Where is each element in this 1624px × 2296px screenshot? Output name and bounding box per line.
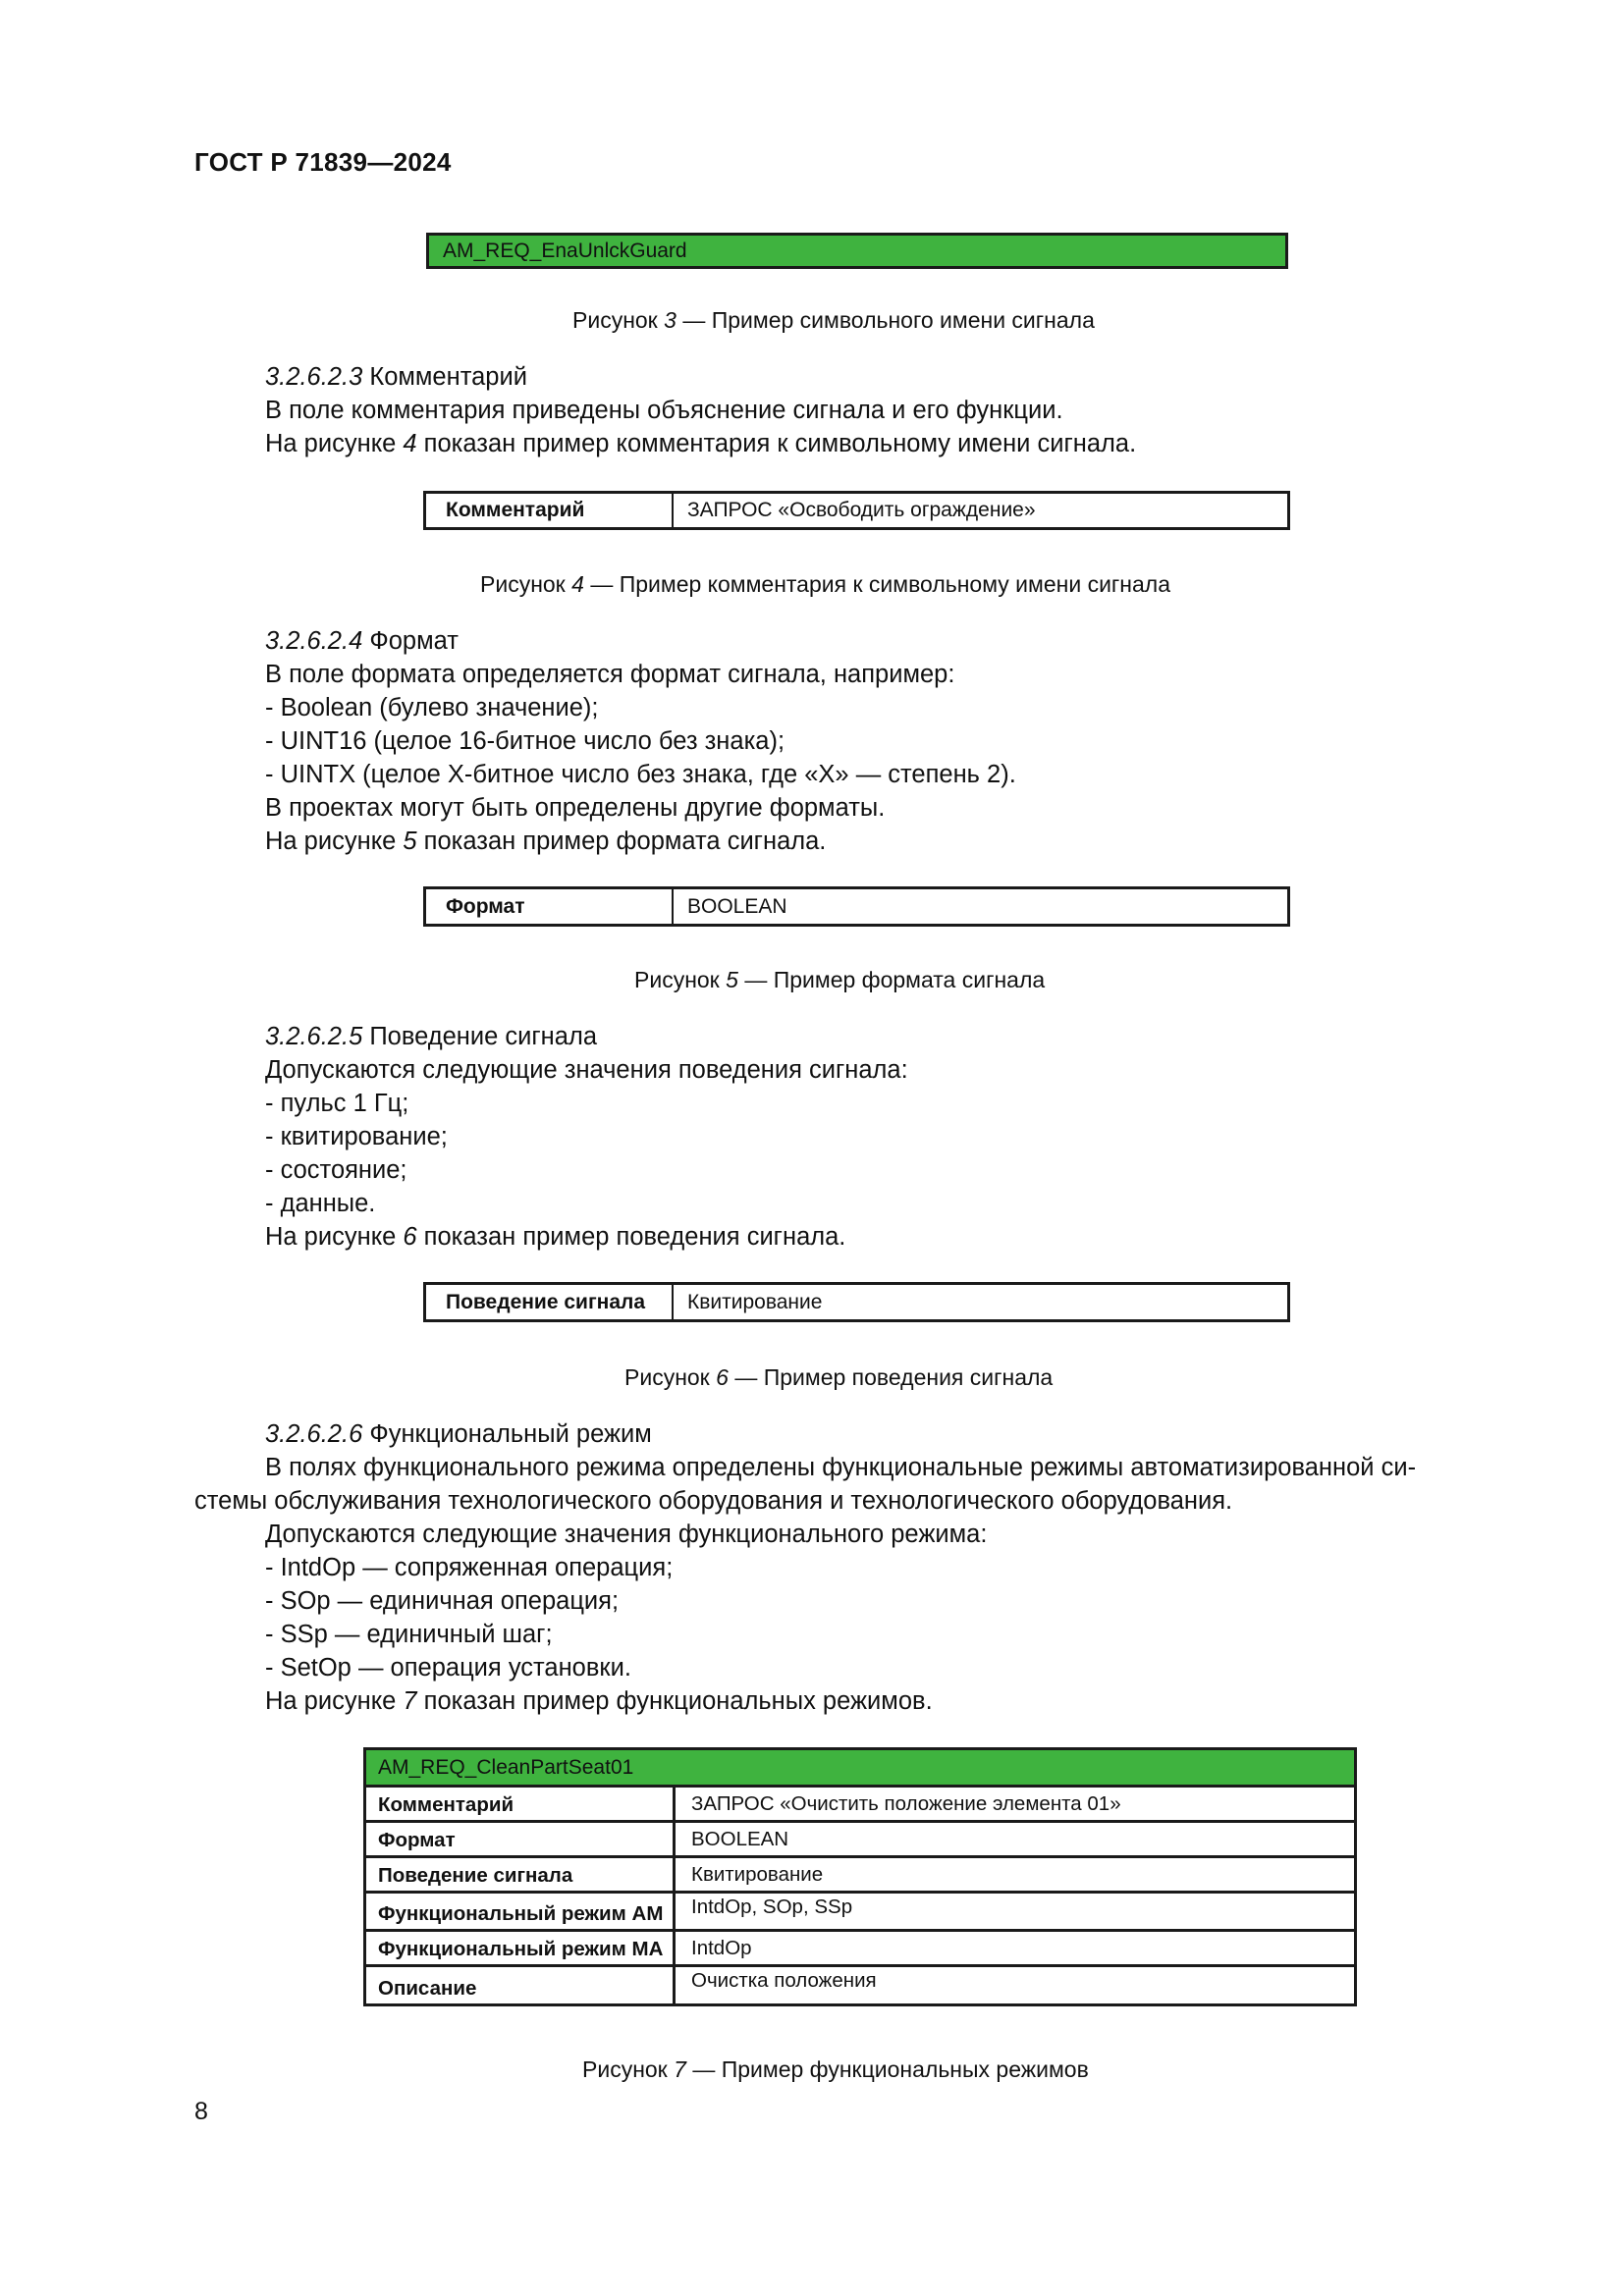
table-row: [366, 1967, 1354, 2003]
list-item: - UINTX (целое X-битное число без знака, где «X» — степень 2).: [265, 761, 1016, 788]
caption-text: — Пример комментария к символьному имени сигнала: [583, 571, 1171, 597]
caption-text: — Пример поведения сигнала: [728, 1364, 1054, 1390]
text: показан пример комментария к символьному имени сигнала.: [416, 430, 1137, 457]
caption-text: — Пример формата сигнала: [737, 967, 1046, 992]
section-title: Поведение сигнала: [362, 1023, 598, 1050]
figure-ref: 4: [403, 430, 417, 457]
caption-number: 5: [726, 967, 738, 992]
text: показан пример формата сигнала.: [416, 828, 827, 855]
row-value: IntdOp: [691, 1936, 752, 1959]
field-value: Квитирование: [687, 1290, 823, 1313]
caption-prefix: Рисунок: [572, 307, 665, 333]
figure-ref: 7: [403, 1687, 417, 1715]
list-item: - SOp — единичная операция;: [265, 1587, 620, 1615]
section-heading-3-2-6-2-3: [265, 360, 527, 394]
figure-5-caption: [634, 967, 1045, 993]
paragraph: В проектах могут быть определены другие форматы.: [265, 794, 886, 822]
field-key: Комментарий: [426, 494, 674, 527]
figure-7-caption: [582, 2056, 1089, 2083]
text: На рисунке: [265, 1687, 404, 1715]
field-key: Поведение сигнала: [426, 1285, 674, 1319]
paragraph: [265, 1684, 933, 1718]
row-value: Очистка положения: [691, 1969, 877, 1992]
text: показан пример функциональных режимов.: [416, 1687, 933, 1715]
caption-number: 7: [674, 2056, 686, 2082]
table-row: [366, 1932, 1354, 1967]
row-value: Квитирование: [691, 1862, 824, 1886]
row-key: Поведение сигнала: [366, 1858, 676, 1891]
section-title: Формат: [362, 627, 459, 655]
document-header: ГОСТ Р 71839—2024: [194, 147, 452, 177]
table-row: [366, 1788, 1354, 1823]
caption-prefix: Рисунок: [480, 571, 572, 597]
section-number: 3.2.6.2.5: [265, 1023, 363, 1050]
table-row: [366, 1823, 1354, 1858]
section-number: 3.2.6.2.4: [265, 627, 363, 655]
row-value: BOOLEAN: [691, 1827, 789, 1850]
list-item: - Boolean (булево значение);: [265, 694, 599, 721]
field-value: BOOLEAN: [687, 894, 787, 918]
caption-number: 3: [664, 307, 677, 333]
text: показан пример поведения сигнала.: [416, 1223, 846, 1251]
field-value: ЗАПРОС «Освободить ограждение»: [687, 499, 1036, 521]
row-value: ЗАПРОС «Очистить положение элемента 01»: [691, 1791, 1121, 1815]
paragraph: В поле формата определяется формат сигнала, например:: [265, 661, 955, 688]
row-key: Комментарий: [366, 1788, 676, 1820]
row-key: Формат: [366, 1823, 676, 1855]
figure-4-caption: [480, 571, 1170, 598]
text: На рисунке: [265, 430, 404, 457]
figure-ref: 5: [403, 828, 417, 855]
paragraph: Допускаются следующие значения функционального режима:: [265, 1521, 988, 1548]
figure-6-behaviour-row: [423, 1282, 1290, 1322]
section-heading-3-2-6-2-6: [265, 1417, 652, 1451]
figure-3-caption: [572, 307, 1095, 334]
section-heading-3-2-6-2-5: [265, 1020, 597, 1053]
list-item: - состояние;: [265, 1156, 407, 1184]
row-value: IntdOp, SOp, SSp: [691, 1896, 853, 1918]
row-key: Функциональный режим МА: [366, 1932, 676, 1964]
section-number: 3.2.6.2.6: [265, 1420, 363, 1448]
paragraph: Допускаются следующие значения поведения сигнала:: [265, 1056, 908, 1084]
figure-ref: 6: [403, 1223, 417, 1251]
caption-number: 6: [716, 1364, 729, 1390]
text: На рисунке: [265, 828, 404, 855]
paragraph: [265, 825, 826, 858]
figure-7-signal-table: [363, 1747, 1357, 2006]
figure-5-format-row: [423, 886, 1290, 927]
paragraph: В поле комментария приведены объяснение сигнала и его функции.: [265, 397, 1063, 424]
paragraph: [265, 427, 1136, 460]
section-number: 3.2.6.2.3: [265, 363, 363, 391]
row-key: Описание: [366, 1967, 676, 2003]
figure-3-signal-name: [426, 233, 1288, 269]
table-row: [366, 1858, 1354, 1894]
list-item: - квитирование;: [265, 1123, 448, 1150]
signal-name: AM_REQ_EnaUnlckGuard: [443, 239, 687, 262]
page-number: 8: [194, 2098, 208, 2125]
caption-text: — Пример функциональных режимов: [685, 2056, 1089, 2082]
section-title: Комментарий: [362, 363, 527, 391]
text: На рисунке: [265, 1223, 404, 1251]
figure-4-comment-row: [423, 491, 1290, 530]
list-item: - пульс 1 Гц;: [265, 1090, 409, 1117]
row-key: Функциональный режим АМ: [366, 1894, 676, 1929]
list-item: - SSp — единичный шаг;: [265, 1621, 553, 1648]
section-heading-3-2-6-2-4: [265, 624, 459, 658]
list-item: - данные.: [265, 1190, 376, 1217]
figure-6-caption: [624, 1364, 1053, 1391]
paragraph: [265, 1220, 845, 1254]
caption-prefix: Рисунок: [582, 2056, 675, 2082]
caption-prefix: Рисунок: [624, 1364, 717, 1390]
table-header-signal: AM_REQ_CleanPartSeat01: [366, 1750, 1354, 1788]
section-title: Функциональный режим: [362, 1420, 652, 1448]
caption-number: 4: [571, 571, 584, 597]
field-key: Формат: [426, 889, 674, 924]
caption-text: — Пример символьного имени сигнала: [676, 307, 1095, 333]
paragraph-line: В полях функционального режима определены функциональные режимы автоматизированной си-: [265, 1454, 1417, 1481]
caption-prefix: Рисунок: [634, 967, 727, 992]
paragraph-line: стемы обслуживания технологического оборудования и технологического оборудования.: [194, 1487, 1233, 1515]
table-row: [366, 1894, 1354, 1932]
list-item: - UINT16 (целое 16-битное число без знака);: [265, 727, 785, 755]
list-item: - SetOp — операция установки.: [265, 1654, 631, 1682]
list-item: - IntdOp — сопряженная операция;: [265, 1554, 674, 1581]
